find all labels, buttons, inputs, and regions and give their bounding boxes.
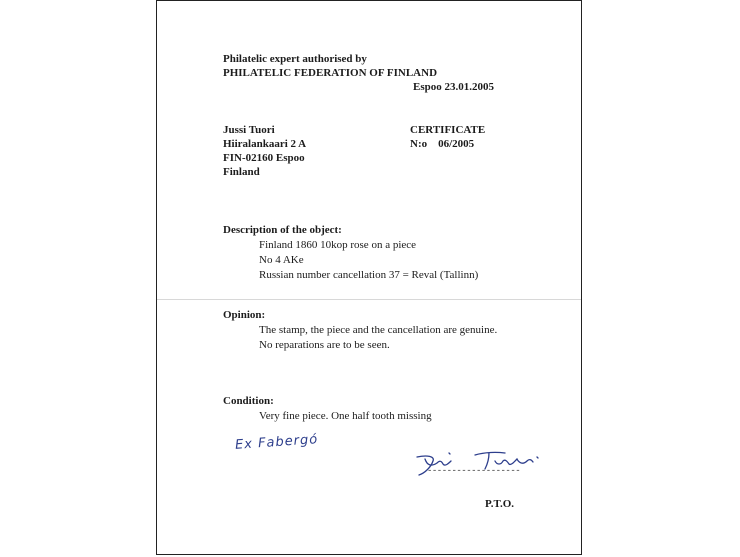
description-line-1: Finland 1860 10kop rose on a piece — [259, 239, 417, 251]
handwritten-note: Ex Fabergó — [234, 432, 319, 453]
certificate-sheet — [156, 0, 582, 555]
header-line-2: PHILATELIC FEDERATION OF FINLAND — [223, 67, 438, 79]
expert-street: Hiiralankaari 2 A — [223, 138, 307, 150]
signature-line: ------------------- — [427, 466, 521, 476]
opinion-line-2: No reparations are to be seen. — [259, 339, 390, 351]
description-heading: Description of the object: — [223, 224, 342, 236]
expert-name: Jussi Tuori — [223, 124, 275, 136]
place-date: Espoo 23.01.2005 — [413, 81, 494, 93]
description-line-3: Russian number cancellation 37 = Reval (Tallinn) — [259, 269, 479, 281]
opinion-heading: Opinion: — [223, 309, 266, 321]
certificate-number: N:o 06/2005 — [410, 138, 475, 150]
description-line-2: No 4 AKe — [259, 254, 304, 266]
condition-text: Very fine piece. One half tooth missing — [259, 410, 432, 422]
certificate-title: CERTIFICATE — [410, 124, 486, 136]
expert-country: Finland — [223, 166, 260, 178]
fold-line — [157, 299, 581, 300]
header-line-1: Philatelic expert authorised by — [223, 53, 367, 65]
expert-postal: FIN-02160 Espoo — [223, 152, 305, 164]
pto-footer: P.T.O. — [485, 498, 515, 510]
condition-heading: Condition: — [223, 395, 274, 407]
opinion-line-1: The stamp, the piece and the cancellation are genuine. — [259, 324, 498, 336]
